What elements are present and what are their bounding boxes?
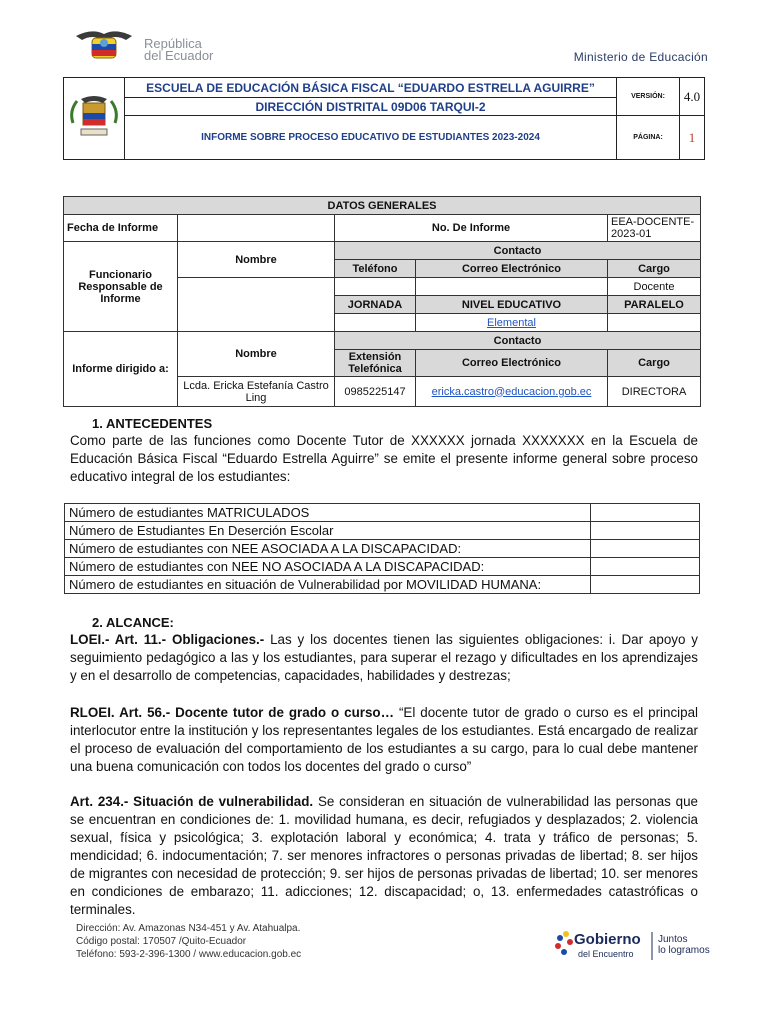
funcionario-telefono-value [335,278,416,296]
count-label: Número de Estudiantes En Deserción Escolar [65,522,591,540]
dir-contacto-label: Contacto [335,332,701,350]
school-logo-cell [64,78,125,160]
table-row [65,504,700,522]
alcance-paragraph-loei [70,631,698,685]
encuentro-text: del Encuentro [578,949,634,959]
jornada-label: JORNADA [335,296,416,314]
paralelo-label: PARALELO [608,296,701,314]
fecha-label: Fecha de Informe [64,215,178,242]
count-value [591,522,700,540]
alcance-paragraph-234 [70,793,698,919]
datos-generales-title: DATOS GENERALES [64,197,701,215]
school-name: ESCUELA DE EDUCACIÓN BÁSICA FISCAL “EDUARDO ESTRELLA AGUIRRE” [125,78,617,98]
school-emblem-icon [67,93,121,139]
extension-label: Extensión Telefónica [335,350,416,377]
nivel-label: NIVEL EDUCATIVO [416,296,608,314]
nombre-label: Nombre [178,242,335,278]
table-row [65,576,700,594]
fecha-value [178,215,335,242]
ecuador-coat-of-arms-logo [72,26,136,66]
paralelo-value [608,314,701,332]
rloei-article-title: RLOEI. Art. 56.- Docente tutor de grado o curso… [70,705,394,720]
count-label: Número de estudiantes con NEE NO ASOCIADA A LA DISCAPACIDAD: [65,558,591,576]
count-label: Número de estudiantes en situación de Vulnerabilidad por MOVILIDAD HUMANA: [65,576,591,594]
dir-nombre-value: Lcda. Ericka Estefanía Castro Ling [178,377,335,407]
table-row [65,522,700,540]
footer-codigo-postal: Código postal: 170507 /Quito-Ecuador [76,936,247,947]
counts-table [64,503,700,594]
nivel-value-link[interactable]: Elemental [487,316,536,329]
gobierno-text: Gobierno [574,931,641,948]
version-label: VERSIÓN: [617,78,680,116]
dir-correo-link[interactable]: ericka.castro@educacion.gob.ec [431,385,592,398]
direccion-distrital: DIRECCIÓN DISTRITAL 09D06 TARQUI-2 [125,98,617,116]
datos-generales-table [63,196,701,407]
antecedentes-heading: 1. ANTECEDENTES [92,416,213,431]
loei-article-title: LOEI.- Art. 11.- Obligaciones.- [70,632,265,647]
contacto-label: Contacto [335,242,701,260]
funcionario-label: Funcionario Responsable de Informe [64,242,178,332]
table-row [65,558,700,576]
art234-title: Art. 234.- Situación de vulnerabilidad. [70,794,314,809]
dir-cargo-value: DIRECTORA [608,377,701,407]
count-value [591,576,700,594]
art234-text: Se consideran en situación de vulnerabilidad las personas que se encuentran en condiciones de: 1. movilidad humana, es decir, refugiados y desplazados; 2. violencia sexual, física y psicológica; 3. explotación laboral y económica; 4. trata y tráfico de personas; 5. mendicidad; 6. indocumentación; 7. ser menores infractores o personas privadas de libertad; 8. ser hijos de migrantes con necesidad de protección; 9. ser hijos de personas privadas de libertad; 10. ser menores en condiciones de embarazo; 11. adicciones; 12. discapacidad; o, 13. enfermedades catastróficas o terminales. [70,794,699,917]
alcance-paragraph-rloei [70,704,698,776]
dir-nombre-label: Nombre [178,332,335,377]
funcionario-nombre-value [178,278,335,332]
count-label: Número de estudiantes con NEE ASOCIADA A LA DISCAPACIDAD: [65,540,591,558]
count-label: Número de estudiantes MATRICULADOS [65,504,591,522]
jornada-value [335,314,416,332]
informe-title: INFORME SOBRE PROCESO EDUCATIVO DE ESTUDIANTES 2023-2024 [125,116,617,160]
ministerio-title: Ministerio de Educación [573,50,708,64]
cargo-label: Cargo [608,260,701,278]
pagina-value: 1 [680,116,705,160]
footer-telefono: Teléfono: 593-2-396-1300 / www.educacion.gob.ec [76,949,302,960]
gobierno-del-encuentro-logo [552,928,732,964]
alcance-heading: 2. ALCANCE: [92,615,174,630]
funcionario-correo-value [416,278,608,296]
pagina-label: PÁGINA: [617,116,680,160]
count-value [591,504,700,522]
header-table [63,77,705,160]
correo-label: Correo Electrónico [416,260,608,278]
footer-address [76,922,301,961]
cargo-value: Docente [608,278,701,296]
antecedentes-text: Como parte de las funciones como Docente Tutor de XXXXXX jornada XXXXXXX en la Escuela de Educación Básica Fiscal “Eduardo Estrella Aguirre” se emite el presente informe general sobre proceso educativo integral de los estudiantes: [70,433,698,484]
republica-del-ecuador-wordmark: República del Ecuador [144,36,214,63]
footer-direccion: Dirección: Av. Amazonas N34-451 y Av. Atahualpa. [76,923,301,934]
dir-correo-label: Correo Electrónico [416,350,608,377]
no-informe-value: EEA-DOCENTE-2023-01 [608,215,701,242]
dir-telefono-value: 0985225147 [335,377,416,407]
rloei-article-text: “El docente tutor de grado o curso es el principal interlocutor entre la institución y los representantes legales de los estudiantes. Está encargado de realizar el proceso de evaluación del comportamiento de los estudiantes a su cargo, para lo cual debe mantener una buena comunicación con todos los docentes del grado o curso” [70,705,698,774]
telefono-label: Teléfono [335,260,416,278]
dir-cargo-label: Cargo [608,350,701,377]
count-value [591,540,700,558]
version-value: 4.0 [680,78,705,116]
table-row [65,540,700,558]
dirigido-label: Informe dirigido a: [64,332,178,407]
loei-article-text: Las y los docentes tienen las siguientes obligaciones: i. Dar apoyo y seguimiento pedagógico a las y los estudiantes, para superar el rezago y dificultades en los aprendizajes y en el desarrollo de competencias, capacidades, habilidades y destrezas; [70,632,698,683]
juntos-slogan: Juntos lo logramos [658,934,710,956]
no-informe-label: No. De Informe [335,215,608,242]
count-value [591,558,700,576]
